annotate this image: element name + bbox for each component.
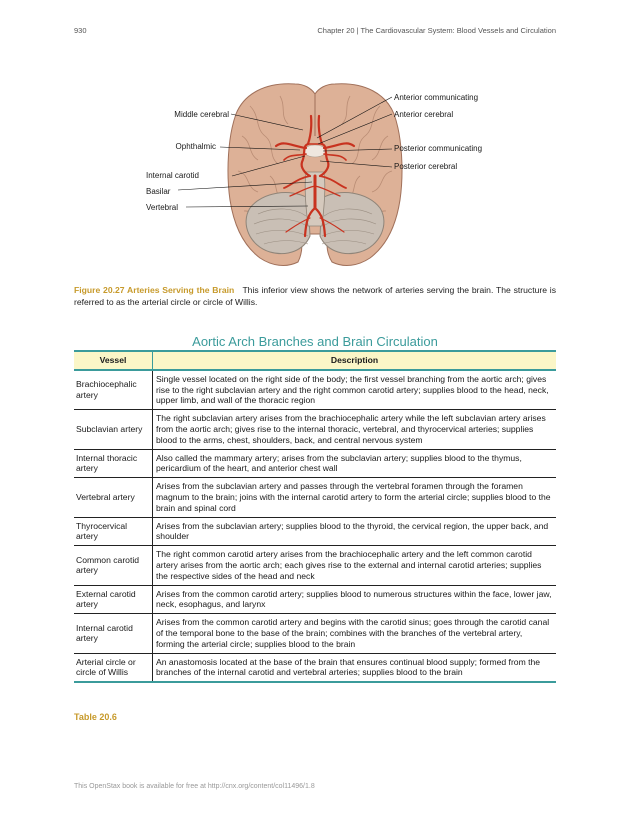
brain-arteries-figure — [140, 76, 490, 276]
label-anterior-communicating: Anterior communicating — [394, 93, 479, 102]
label-internal-carotid: Internal carotid — [146, 171, 199, 180]
vessel-cell: Vertebral artery — [74, 478, 153, 517]
table-header-row — [74, 351, 556, 370]
table-row — [74, 478, 556, 517]
description-cell: Arises from the subclavian artery and passes through the vertebral foramen through the foramen magnum to the brain; joins with the internal carotid artery to form the arterial circle; supplies blood to the brain and spinal cord — [153, 478, 557, 517]
table-title: Aortic Arch Branches and Brain Circulation — [192, 334, 438, 349]
label-middle-cerebral: Middle cerebral — [174, 110, 229, 119]
description-cell: Arises from the common carotid artery; supplies blood to numerous structures within the face, lower jaw, neck, esophagus, and larynx — [153, 585, 557, 614]
aortic-arch-table — [74, 350, 556, 683]
table-row — [74, 410, 556, 449]
header-vessel: Vessel — [74, 351, 153, 370]
page-number: 930 — [74, 26, 87, 35]
vessel-cell: Common carotid artery — [74, 546, 153, 585]
table-row — [74, 585, 556, 614]
description-cell: The right common carotid artery arises from the brachiocephalic artery and the left common carotid artery arises from the aortic arch; each gives rise to the external and internal carotid arteries; supplies the respective sides of the head and neck — [153, 546, 557, 585]
label-basilar: Basilar — [146, 187, 171, 196]
label-anterior-cerebral: Anterior cerebral — [394, 110, 454, 119]
table-row — [74, 546, 556, 585]
figure-caption — [74, 285, 556, 308]
chapter-title: Chapter 20 | The Cardiovascular System: Blood Vessels and Circulation — [317, 26, 556, 35]
vessel-cell: Internal carotid artery — [74, 614, 153, 653]
description-cell: Arises from the common carotid artery and begins with the carotid sinus; goes through the carotid canal of the temporal bone to the base of the brain; combines with the branches of the vertebral artery, forming the arterial circle; supplies blood to the brain — [153, 614, 557, 653]
figure-caption-label: Figure 20.27 Arteries Serving the Brain — [74, 285, 235, 295]
label-ophthalmic: Ophthalmic — [175, 142, 216, 151]
description-cell: Arises from the subclavian artery; supplies blood to the thyroid, the cervical region, the upper back, and shoulder — [153, 517, 557, 546]
page-footer: This OpenStax book is available for free at http://cnx.org/content/col11496/1.8 — [74, 783, 315, 790]
description-cell: An anastomosis located at the base of the brain that ensures continual blood supply; formed from the branches of the internal carotid and vertebral arteries; supplies blood to the brain — [153, 653, 557, 682]
label-posterior-cerebral: Posterior cerebral — [394, 162, 458, 171]
description-cell: Single vessel located on the right side of the body; the first vessel branching from the aortic arch; gives rise to the right subclavian artery and the right common carotid artery; supplies blood to the head, neck, upper limb, and wall of the thoracic region — [153, 370, 557, 410]
vessel-cell: External carotid artery — [74, 585, 153, 614]
description-cell: The right subclavian artery arises from the brachiocephalic artery while the left subclavian artery arises from the aortic arch; gives rise to the internal thoracic, vertebral, and thyrocervical arteries; supplies blood to the arms, chest, shoulders, back, and central nervous system — [153, 410, 557, 449]
vessel-cell: Brachiocephalic artery — [74, 370, 153, 410]
label-vertebral: Vertebral — [146, 203, 179, 212]
brain-illustration — [140, 76, 490, 276]
page-header — [74, 26, 556, 38]
header-description: Description — [153, 351, 557, 370]
table-row — [74, 614, 556, 653]
vessel-cell: Thyrocervical artery — [74, 517, 153, 546]
table-row — [74, 370, 556, 410]
figure-caption-text: This inferior view shows the network of arteries serving the brain. The structure is referred to as the arterial circle or circle of Willis. — [74, 285, 556, 307]
vessel-cell: Internal thoracic artery — [74, 449, 153, 478]
table-row — [74, 653, 556, 682]
table-row — [74, 517, 556, 546]
label-posterior-communicating: Posterior communicating — [394, 144, 483, 153]
description-cell: Also called the mammary artery; arises from the subclavian artery; supplies blood to the thymus, pericardium of the heart, and anterior chest wall — [153, 449, 557, 478]
optic-chiasm — [304, 145, 326, 157]
table-number: Table 20.6 — [74, 712, 117, 722]
vessel-cell: Subclavian artery — [74, 410, 153, 449]
vessel-cell: Arterial circle or circle of Willis — [74, 653, 153, 682]
table-row — [74, 449, 556, 478]
